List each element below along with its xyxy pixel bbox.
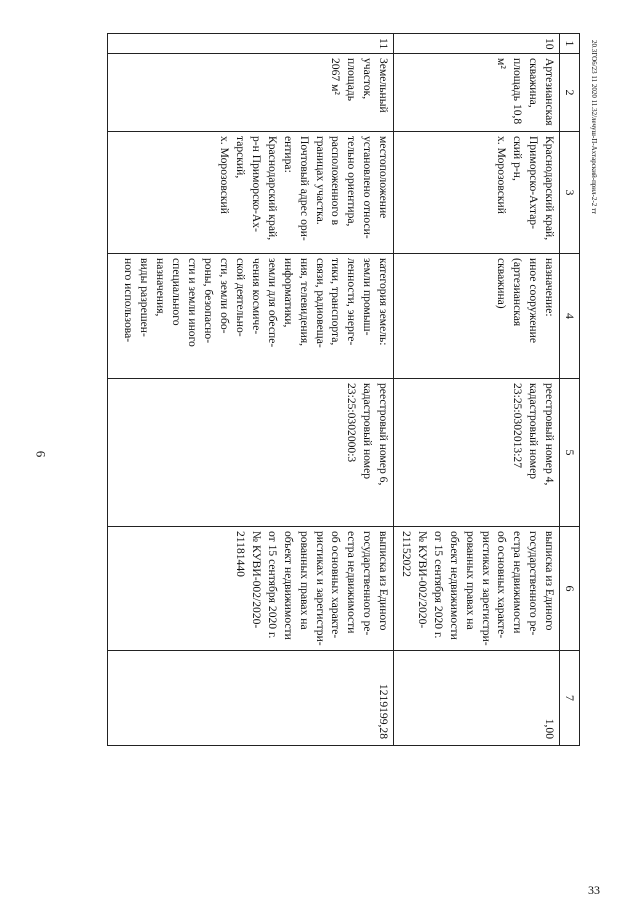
cell-line: объект недвижимости: [447, 531, 461, 640]
cell-line: от 15 сентября 2020 г.: [265, 531, 279, 639]
cell-line: государственного ре-: [361, 531, 375, 636]
purpose-cell: [394, 254, 560, 379]
header-cell: 6: [560, 527, 580, 651]
cell-line: Почтовый адрес ори-: [297, 136, 311, 241]
cell-line: ристиках и зарегистри-: [313, 531, 327, 646]
cell-line: тарский,: [233, 136, 247, 179]
cell-line: реестровый номер 6,: [377, 383, 391, 486]
cell-line: Краснодарский край,: [543, 136, 557, 241]
cell-line: р-н Приморско-Ах-: [249, 136, 263, 232]
cell-line: х. Морозовский: [217, 136, 231, 214]
cell-line: от 15 сентября 2020 г.: [431, 531, 445, 639]
cell-line: естра недвижимости: [345, 531, 359, 634]
cell-line: Земельный: [377, 58, 391, 113]
header-cell: 1: [560, 34, 580, 54]
cell-line: ния, телевидения,: [297, 258, 311, 347]
registry-number-cell: [394, 379, 560, 527]
cell-line: (артезианская: [511, 258, 525, 327]
cell-line: назначения,: [153, 258, 167, 317]
cell-line: чения космиче-: [249, 258, 263, 335]
property-table: [107, 33, 580, 746]
header-cell: 5: [560, 379, 580, 527]
cell-line: государственного ре-: [527, 531, 541, 636]
registry-number-cell: [108, 379, 394, 527]
cell-line: об основных характе-: [329, 531, 343, 639]
table-row: [108, 34, 394, 746]
file-reference: [590, 40, 606, 760]
header-cell: 2: [560, 54, 580, 132]
cell-line: установлено относи-: [361, 136, 375, 239]
cell-line: сти и земли иного: [185, 258, 199, 347]
object-name-cell: [394, 54, 560, 132]
cell-line: площадь 2067 м²: [329, 58, 359, 102]
cell-line: рованных правах на: [297, 531, 311, 630]
header-row: [560, 34, 580, 746]
cell-line: ного использова-: [121, 258, 135, 343]
header-cell: 7: [560, 651, 580, 746]
location-cell: [394, 132, 560, 254]
cell-line: ристиках и зарегистри-: [479, 531, 493, 646]
row-number-cell: 10: [394, 34, 560, 54]
page-number: 6: [33, 450, 49, 458]
cell-line: иное сооружение: [527, 258, 541, 343]
header-cell: 4: [560, 254, 580, 379]
cell-line: 21152022: [399, 531, 413, 577]
cell-line: рованных правах на: [463, 531, 477, 630]
cell-line: 21181440: [233, 531, 247, 577]
cell-line: сти, земли обо-: [217, 258, 231, 334]
cell-line: Краснодарский край,: [265, 136, 279, 241]
cell-line: выписка из Единого: [543, 531, 557, 631]
rotated-table-wrapper: [108, 33, 580, 745]
table-row: [394, 34, 560, 746]
cell-line: тельно ориентира,: [345, 136, 359, 227]
document-cell: [394, 527, 560, 651]
cell-line: Артезианская: [543, 58, 557, 126]
cell-line: кадастровый номер: [527, 383, 541, 480]
object-name-cell: [108, 54, 394, 132]
cell-line: земли для обеспе-: [265, 258, 279, 348]
cell-line: участок,: [361, 58, 375, 100]
cell-line: роны, безопасно-: [201, 258, 215, 344]
cell-line: ской деятельно-: [233, 258, 247, 337]
cell-line: границах участка.: [313, 136, 327, 225]
value-cell: 1,00: [394, 651, 560, 746]
cell-line: реестровый номер 4,: [543, 383, 557, 486]
document-cell: [108, 527, 394, 651]
cell-line: № КУВИ-002/2020-: [415, 531, 429, 629]
cell-line: тики, транспорта,: [329, 258, 343, 346]
cell-line: № КУВИ-002/2020-: [249, 531, 263, 629]
cell-line: кадастровый номер: [361, 383, 375, 480]
cell-line: х. Морозовский: [495, 136, 509, 214]
cell-line: виды разрешен-: [137, 258, 151, 337]
cell-line: категория земель:: [377, 258, 391, 346]
cell-line: местоположение: [377, 136, 391, 219]
location-cell: [108, 132, 394, 254]
cell-line: скважина,: [527, 58, 541, 108]
cell-line: земли промыш-: [361, 258, 375, 336]
cell-line: 23:25:0302000:3: [345, 383, 359, 463]
cell-line: объект недвижимости: [281, 531, 295, 640]
cell-line: ский р-н,: [511, 136, 525, 181]
footer-page-number: 33: [588, 883, 600, 897]
cell-line: естра недвижимости: [511, 531, 525, 634]
cell-line: связи, радиовеща-: [313, 258, 327, 348]
cell-line: Приморско-Ахтар-: [527, 136, 541, 230]
cell-line: ентира:: [281, 136, 295, 173]
cell-line: 23:25:0302013:27: [511, 383, 525, 469]
purpose-cell: [108, 254, 394, 379]
cell-line: выписка из Единого: [377, 531, 391, 631]
cell-line: расположенного в: [329, 136, 343, 226]
file-reference-text: 20.3ГО6/23 11 2020 11.32/лечуш-П-Ахтарский-прил-2-2 тт: [590, 40, 598, 215]
row-number-cell: 11: [108, 34, 394, 54]
cell-line: площадь 10,8 м²: [495, 58, 525, 125]
value-cell: 1219199,28: [108, 651, 394, 746]
header-cell: 3: [560, 132, 580, 254]
cell-line: скважина): [495, 258, 509, 309]
cell-line: назначение:: [543, 258, 557, 317]
cell-line: ленности, энерге-: [345, 258, 359, 346]
cell-line: информатики,: [281, 258, 295, 328]
cell-line: об основных характе-: [495, 531, 509, 639]
cell-line: специального: [169, 258, 183, 326]
